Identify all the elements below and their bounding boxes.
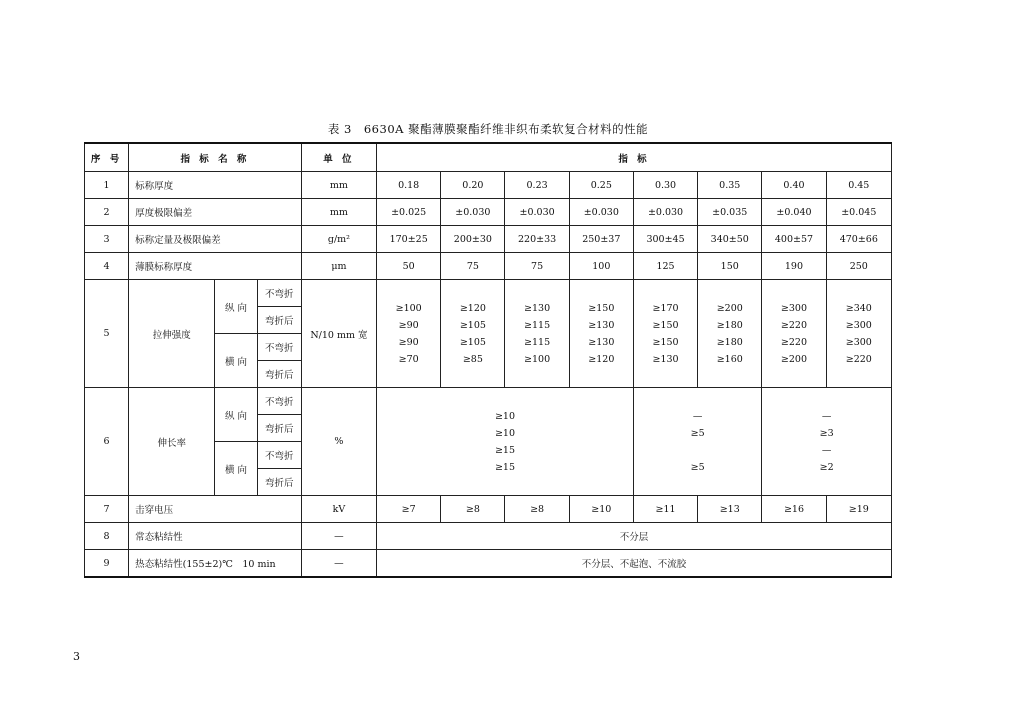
value-cell: 0.23 xyxy=(505,172,569,199)
value-cell: 340±50 xyxy=(698,226,762,253)
value-cell: ≥8 xyxy=(505,496,569,523)
value-cell: ±0.030 xyxy=(569,199,633,226)
value-line: — xyxy=(821,410,832,422)
value-group xyxy=(633,388,761,496)
value-cell: ≥13 xyxy=(698,496,762,523)
table-row-5 xyxy=(85,280,892,307)
direction-label: 纵 向 xyxy=(215,388,257,442)
row-number: 8 xyxy=(85,523,129,550)
value-line: ≥340 xyxy=(845,302,872,314)
row-number: 6 xyxy=(85,388,129,496)
table-row-8 xyxy=(85,523,892,550)
value-cell: ≥10 xyxy=(569,496,633,523)
value-cell: 0.40 xyxy=(762,172,826,199)
direction-label: 纵 向 xyxy=(215,280,257,334)
header-name: 指 标 名 称 xyxy=(129,143,302,172)
value-line: ≥100 xyxy=(395,302,422,314)
value-cell: 220±33 xyxy=(505,226,569,253)
property-name: 标称厚度 xyxy=(129,172,302,199)
value-line xyxy=(636,442,759,459)
value-line: ≥120 xyxy=(459,302,486,314)
value-cell: 75 xyxy=(505,253,569,280)
row-number: 1 xyxy=(85,172,129,199)
unit-cell: mm xyxy=(301,172,376,199)
value-line: ≥170 xyxy=(652,302,679,314)
header-no: 序 号 xyxy=(85,143,129,172)
value-cell: 170±25 xyxy=(377,226,441,253)
row-number: 4 xyxy=(85,253,129,280)
table-row-2 xyxy=(85,199,892,226)
value-cell xyxy=(762,280,826,388)
value-line: ≥300 xyxy=(780,302,808,314)
value-line: ≥150 xyxy=(588,302,615,314)
header-index: 指 标 xyxy=(377,143,892,172)
header-row xyxy=(85,143,892,172)
row-number: 5 xyxy=(85,280,129,388)
value-cell: 250±37 xyxy=(569,226,633,253)
property-name: 标称定量及极限偏差 xyxy=(129,226,302,253)
condition-label: 弯折后 xyxy=(257,415,301,442)
properties-table xyxy=(84,142,892,578)
value-line: ≥220 xyxy=(780,319,808,331)
value-cell: 0.45 xyxy=(826,172,891,199)
value-cell: 50 xyxy=(377,253,441,280)
condition-label: 不弯折 xyxy=(257,442,301,469)
value-line: ≥15 xyxy=(494,444,516,456)
value-cell: 100 xyxy=(569,253,633,280)
row-number: 3 xyxy=(85,226,129,253)
value-cell xyxy=(505,280,569,388)
value-line: ≥300 xyxy=(845,336,872,348)
value-cell: 200±30 xyxy=(441,226,505,253)
value-line: ≥150 xyxy=(652,336,679,348)
condition-label: 弯折后 xyxy=(257,307,301,334)
unit-cell: kV xyxy=(301,496,376,523)
header-unit: 单 位 xyxy=(301,143,376,172)
value-line: ≥130 xyxy=(524,302,551,314)
row-number: 2 xyxy=(85,199,129,226)
value-cell: 250 xyxy=(826,253,891,280)
value-cell xyxy=(633,280,697,388)
value-line: ≥180 xyxy=(716,319,743,331)
value-line: ≥5 xyxy=(690,427,705,439)
value-cell: 190 xyxy=(762,253,826,280)
unit-cell: — xyxy=(301,550,376,578)
property-name: 常态粘结性 xyxy=(129,523,302,550)
page-number: 3 xyxy=(73,650,80,663)
table-row-1 xyxy=(85,172,892,199)
value-line: — xyxy=(821,444,832,456)
value-line: ≥200 xyxy=(780,353,808,365)
value-line: ≥10 xyxy=(494,410,516,422)
value-cell: 0.35 xyxy=(698,172,762,199)
value-cell: 不分层、不起泡、不流胶 xyxy=(377,550,892,578)
value-cell: ≥19 xyxy=(826,496,891,523)
table-row-4 xyxy=(85,253,892,280)
value-cell xyxy=(441,280,505,388)
value-cell: 150 xyxy=(698,253,762,280)
value-line: ≥180 xyxy=(716,336,743,348)
value-line: ≥15 xyxy=(494,461,516,473)
value-line: ≥130 xyxy=(588,336,615,348)
condition-label: 弯折后 xyxy=(257,469,301,496)
table-row-6 xyxy=(85,388,892,415)
value-line: ≥105 xyxy=(459,319,486,331)
table-row-9 xyxy=(85,550,892,578)
value-line: ≥220 xyxy=(845,353,872,365)
value-cell: 75 xyxy=(441,253,505,280)
property-name: 厚度极限偏差 xyxy=(129,199,302,226)
value-line: ≥220 xyxy=(780,336,808,348)
value-line: ≥115 xyxy=(524,336,551,348)
condition-label: 不弯折 xyxy=(257,334,301,361)
value-cell: ±0.030 xyxy=(505,199,569,226)
table-row-7 xyxy=(85,496,892,523)
direction-label: 横 向 xyxy=(215,334,257,388)
value-cell xyxy=(698,280,762,388)
value-cell xyxy=(826,280,891,388)
value-cell: ±0.040 xyxy=(762,199,826,226)
direction-label: 横 向 xyxy=(215,442,257,496)
value-line: — xyxy=(692,410,703,422)
value-cell: 0.25 xyxy=(569,172,633,199)
property-name: 伸长率 xyxy=(129,388,215,496)
property-name: 拉伸强度 xyxy=(129,280,215,388)
value-line: ≥2 xyxy=(819,461,834,473)
value-line: ≥100 xyxy=(524,353,551,365)
value-cell: ±0.030 xyxy=(633,199,697,226)
value-cell: ±0.025 xyxy=(377,199,441,226)
unit-cell: mm xyxy=(301,199,376,226)
value-line: ≥90 xyxy=(398,319,419,331)
value-line: ≥300 xyxy=(845,319,872,331)
unit-cell: — xyxy=(301,523,376,550)
value-line: ≥160 xyxy=(716,353,743,365)
unit-cell: g/m² xyxy=(301,226,376,253)
value-line: ≥85 xyxy=(462,353,483,365)
value-cell: 0.18 xyxy=(377,172,441,199)
unit-cell: N/10 mm 宽 xyxy=(301,280,376,388)
value-cell: ≥8 xyxy=(441,496,505,523)
value-line: ≥150 xyxy=(652,319,679,331)
value-line: ≥3 xyxy=(819,427,834,439)
condition-label: 不弯折 xyxy=(257,280,301,307)
value-group xyxy=(762,388,892,496)
unit-cell: μm xyxy=(301,253,376,280)
value-cell: 470±66 xyxy=(826,226,891,253)
condition-label: 弯折后 xyxy=(257,361,301,388)
value-cell: 0.20 xyxy=(441,172,505,199)
value-line: ≥130 xyxy=(588,319,615,331)
value-cell: ≥16 xyxy=(762,496,826,523)
value-line: ≥115 xyxy=(524,319,551,331)
value-line: ≥90 xyxy=(398,336,419,348)
unit-cell: % xyxy=(301,388,376,496)
value-line: ≥105 xyxy=(459,336,486,348)
value-cell: ±0.030 xyxy=(441,199,505,226)
table-caption: 表 3 6630A 聚酯薄膜聚酯纤维非织布柔软复合材料的性能 xyxy=(327,122,649,136)
property-name: 击穿电压 xyxy=(129,496,302,523)
value-cell: 不分层 xyxy=(377,523,892,550)
value-cell: ≥11 xyxy=(633,496,697,523)
value-cell: ≥7 xyxy=(377,496,441,523)
value-line: ≥120 xyxy=(588,353,615,365)
value-line: ≥10 xyxy=(494,427,516,439)
value-cell: ±0.035 xyxy=(698,199,762,226)
value-line: ≥200 xyxy=(716,302,743,314)
value-cell: 400±57 xyxy=(762,226,826,253)
property-name: 薄膜标称厚度 xyxy=(129,253,302,280)
value-cell xyxy=(377,280,441,388)
row-number: 9 xyxy=(85,550,129,578)
table-row-3 xyxy=(85,226,892,253)
value-cell: ±0.045 xyxy=(826,199,891,226)
condition-label: 不弯折 xyxy=(257,388,301,415)
value-cell: 300±45 xyxy=(633,226,697,253)
value-group xyxy=(377,388,634,496)
value-cell xyxy=(569,280,633,388)
value-cell: 125 xyxy=(633,253,697,280)
value-line: ≥5 xyxy=(690,461,705,473)
property-name: 热态粘结性(155±2)℃ 10 min xyxy=(129,550,302,578)
value-line: ≥70 xyxy=(398,353,419,365)
row-number: 7 xyxy=(85,496,129,523)
value-line: ≥130 xyxy=(652,353,679,365)
value-cell: 0.30 xyxy=(633,172,697,199)
